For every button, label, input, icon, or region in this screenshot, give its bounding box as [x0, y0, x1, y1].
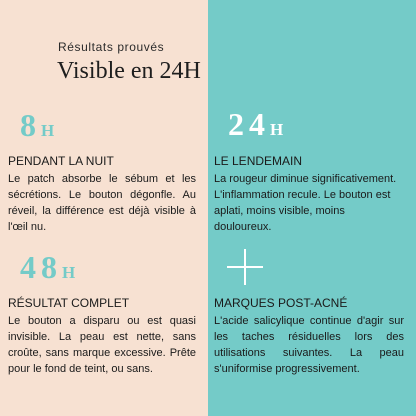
stat-48h-digits: 48 — [20, 249, 62, 285]
block-full-result-title: RÉSULTAT COMPLET — [8, 296, 130, 310]
block-full-result — [8, 295, 196, 377]
stat-24h-digits: 24 — [228, 106, 270, 142]
block-next-day-body: La rougeur diminue significativement. L'inflammation recule. Le bouton est aplati, moins visible, moins douloureux. — [214, 173, 397, 233]
block-next-day-title: LE LENDEMAIN — [214, 154, 303, 168]
stat-8h — [20, 109, 55, 141]
block-night-body: Le patch absorbe le sébum et les sécrétions. Le bouton dégonfle. Au réveil, la différence est déjà visible à l'œil nu. — [8, 173, 196, 233]
eyebrow-text: Résultats prouvés — [58, 40, 165, 54]
stat-48h-unit: H — [62, 263, 77, 282]
stat-48h — [20, 251, 76, 283]
plus-icon — [227, 249, 263, 285]
stat-24h-unit: H — [270, 120, 285, 139]
block-post-acne-title: MARQUES POST-ACNÉ — [214, 296, 348, 310]
stat-8h-digits: 8 — [20, 107, 41, 143]
block-next-day — [214, 153, 404, 235]
block-post-acne — [214, 295, 404, 377]
block-night-title: PENDANT LA NUIT — [8, 154, 114, 168]
block-night — [8, 153, 196, 235]
headline: Visible en 24H — [57, 58, 201, 84]
stat-8h-unit: H — [41, 121, 56, 140]
block-full-result-body: Le bouton a disparu ou est quasi invisible. La peau est nette, sans croûte, sans marque excessive. Prête pour le fond de teint, ou sans. — [8, 315, 196, 375]
block-post-acne-body: L'acide salicylique continue d'agir sur les taches résiduelles lors des utilisations suivantes. La peau s'uniformise progressivement. — [214, 315, 404, 375]
stat-24h — [228, 108, 284, 140]
